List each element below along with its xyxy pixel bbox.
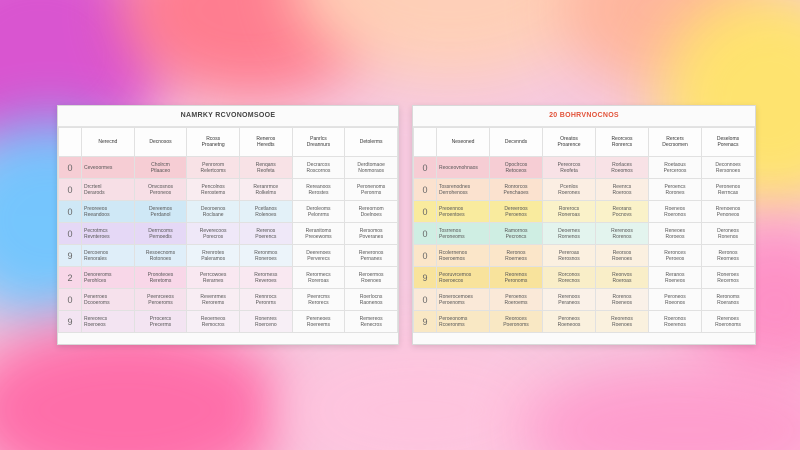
table-cell: Rersomos Poveranes [345,223,398,245]
table-row [59,157,398,179]
table-cell: Roeronos Roerenos [649,311,702,333]
row-index: 0 [414,223,437,245]
table-cell: Rorconos Rorecnos [543,267,596,289]
table-row [59,245,398,267]
table-cell: Rennrocs Peronrns [239,289,292,311]
column-header: Decnosos [134,128,187,157]
table-row [414,201,755,223]
table-cell: Ronerocemoes Peroenoms [437,289,490,311]
table-cell: Reronos Roerneos [490,245,543,267]
table-cell: Peronenoms Peronrns [345,179,398,201]
row-index: 0 [59,157,82,179]
table-cell: Peenrcms Rerorecs [292,289,345,311]
row-index: 0 [414,289,437,311]
table-cell: Roeneos Roeronos [649,201,702,223]
table-cell: Reverecoos Porecros [187,223,240,245]
column-header: Rercers Decrsomen [649,128,702,157]
table-cell: Rerorness Reveroes [239,267,292,289]
column-header: Deseloms Porenacs [702,128,755,157]
column-header [414,128,437,157]
table-cell: Rerenoos Peraneos [543,289,596,311]
table-cell: Denoreroms Perohlces [82,267,135,289]
table-cell: Reneoes Roroeos [649,223,702,245]
table-cell: Reronmos Roneroes [239,245,292,267]
table-cell: Deoernes Rornenos [543,223,596,245]
table-row [414,289,755,311]
table-row [414,245,755,267]
table-cell: Reronoms Roeranos [702,289,755,311]
table-cell: Reorenos Roenoes [596,311,649,333]
table-cell: Perrcowoes Rerarnes [187,267,240,289]
table-cell: Reneronos Pernanes [345,245,398,267]
table-row [414,223,755,245]
column-header: Reneros Heredts [239,128,292,157]
table-cell: Ceveoormes [82,157,135,179]
table-cell: Rorlaces Roeomos [596,157,649,179]
table-cell: Decrarcos Roscornos [292,157,345,179]
table-cell: Deoroenos Roclsane [187,201,240,223]
table-cell: Dereeroos Peroenos [490,201,543,223]
table-cell: Preoreeos Reeandoos [82,201,135,223]
table-cell: Reoerneos Remocros [187,311,240,333]
table-row [59,223,398,245]
column-header: Panrlcs Dreannurs [292,128,345,157]
table-cell: Rrenrotes Paleramos [187,245,240,267]
table-cell: Rerormecs Roreroas [292,267,345,289]
table-row [59,289,398,311]
table-cell: Prrocercs Precerms [134,311,187,333]
table-cell: Reorans Pocnovs [596,201,649,223]
table-cell: Reranitoms Preoewoms [292,223,345,245]
table-row [59,201,398,223]
table-cell: Rereornom Doelnoes [345,201,398,223]
table-cell: Reoroces Poeronoms [490,311,543,333]
table-cell: Renqans Reofeta [239,157,292,179]
row-index: 0 [414,157,437,179]
right-table-panel [412,105,756,345]
table-cell: Ramornos Pecroncs [490,223,543,245]
table-cell: Dereemos Perdanol [134,201,187,223]
table-cell: Revenrmes Rerorems [187,289,240,311]
table-cell: Rrenoenos Penoneos [702,201,755,223]
row-index: 0 [414,201,437,223]
table-row [414,267,755,289]
table-cell: Peroencs Rorones [649,179,702,201]
table-cell: Reorenos Peronoms [490,267,543,289]
table-cell: Rerenoos Rorenos [596,223,649,245]
left-table-title: NAMRKY RCVONOMSOOE [58,106,398,127]
table-cell: Rereanoos Rerostes [292,179,345,201]
table-cell: Roetaous Perceroos [649,157,702,179]
column-header: Detolerms [345,128,398,157]
row-index: 9 [59,245,82,267]
table-cell: Reronces Peroeos [649,245,702,267]
table-cell: Rerenos Poerencs [239,223,292,245]
table-row [59,311,398,333]
table-row [414,311,755,333]
table-cell: Peroenos Roeroems [490,289,543,311]
table-cell: Opoclrcos Retoceos [490,157,543,179]
table-cell: Roerlocns Raonenos [345,289,398,311]
table-body [59,157,398,333]
row-index: 2 [59,267,82,289]
table-cell: Penrorom Relertcoms [187,157,240,179]
row-index: 0 [59,223,82,245]
table-cell: Peroeonoms Rcoeronms [437,311,490,333]
row-index: 0 [59,289,82,311]
row-index: 0 [59,179,82,201]
column-header: Nerecnd [82,128,135,157]
table-cell: Rorenos Roeneos [596,289,649,311]
table-cell: Pcenlos Roerones [543,179,596,201]
table-cell: Deconnoes Rersonoes [702,157,755,179]
left-table [58,127,398,333]
background-blob [520,360,800,450]
table-cell: Rcolernenos Roeroemos [437,245,490,267]
table-cell: Pcetlanos Rolenoes [239,201,292,223]
table-cell: Remereos Renecros [345,311,398,333]
table-cell: Rorerocs Roneroas [543,201,596,223]
table-cell: Derdtomaoe Nonmoraos [345,157,398,179]
table-cell: Pronoteoes Reretoms [134,267,187,289]
row-index: 9 [414,267,437,289]
table-cell: Rerenoes Roeronoms [702,311,755,333]
table-cell: Deroleoms Pelonrms [292,201,345,223]
row-index: 9 [59,311,82,333]
table-cell: Drcrtenl Derarods [82,179,135,201]
column-header: Neseoned [437,128,490,157]
table-cell: Tossrenodnes Derrohenoss [437,179,490,201]
column-header [59,128,82,157]
table-cell: Reoceovnohnaos [437,157,490,179]
table-cell: Deerenoes Perverecs [292,245,345,267]
table-cell: Reranos Roeneos [649,267,702,289]
table-cell: Peroneos Roeonos [649,289,702,311]
table-cell: Pereneoes Roereems [292,311,345,333]
table-body [414,157,755,333]
table-cell: Tosrrenos Peroneoms [437,223,490,245]
row-index: 0 [59,201,82,223]
table-cell: Cholrcm Ptlaaceo [134,157,187,179]
table-cell: Onvcosnos Peroneos [134,179,187,201]
table-cell: Peenrceeos Peroeroms [134,289,187,311]
left-table-panel [57,105,399,345]
column-header: Reorcvos Ronrercs [596,128,649,157]
right-table-title: 20 BOHRVNOCNOS [413,106,755,127]
table-cell: Resoecnoms Rotonoes [134,245,187,267]
row-index: 9 [414,311,437,333]
table-cell: Ronrorcos Penchaoes [490,179,543,201]
table-cell: Rereorecs Roeroeos [82,311,135,333]
table-cell: Pecrotmcs Revnteroes [82,223,135,245]
table-cell: Derrncoms Pernoedis [134,223,187,245]
table-cell: Reronos Reorneos [702,245,755,267]
table-cell: Pencolnos Rerostems [187,179,240,201]
table-cell: Pereorcos Reofeta [543,157,596,179]
table-cell: Peronenos Rerrncas [702,179,755,201]
table-cell: Penerroes Dcooeroms [82,289,135,311]
table-cell: Reroermos Roenoes [345,267,398,289]
background-blob [280,340,560,450]
table-row [414,179,755,201]
table-cell: Reenrcs Roeroos [596,179,649,201]
row-index: 0 [414,245,437,267]
right-table [413,127,755,333]
table-header-row [59,128,398,157]
column-header: Oreatos Proarence [543,128,596,157]
table-cell: Reranrmce Rolkelms [239,179,292,201]
table-header-row [414,128,755,157]
column-header: Rcoss Proanetng [187,128,240,157]
row-index: 0 [414,179,437,201]
table-cell: Ronenres Roerceno [239,311,292,333]
table-cell: Pereroas Rerosnos [543,245,596,267]
table-row [414,157,755,179]
table-row [59,179,398,201]
table-cell: Roneroes Recernos [702,267,755,289]
table-cell: Reorsos Roenoes [596,245,649,267]
table-cell: Dercoenos Renorales [82,245,135,267]
table-cell: Peroneos Roeneoos [543,311,596,333]
table-row [59,267,398,289]
column-header: Decvnnds [490,128,543,157]
table-cell: Preoennos Peroentoes [437,201,490,223]
table-cell: Peoruvrcemos Roeroecos [437,267,490,289]
table-cell: Reonvos Roeroas [596,267,649,289]
table-cell: Deroneos Ronenos [702,223,755,245]
